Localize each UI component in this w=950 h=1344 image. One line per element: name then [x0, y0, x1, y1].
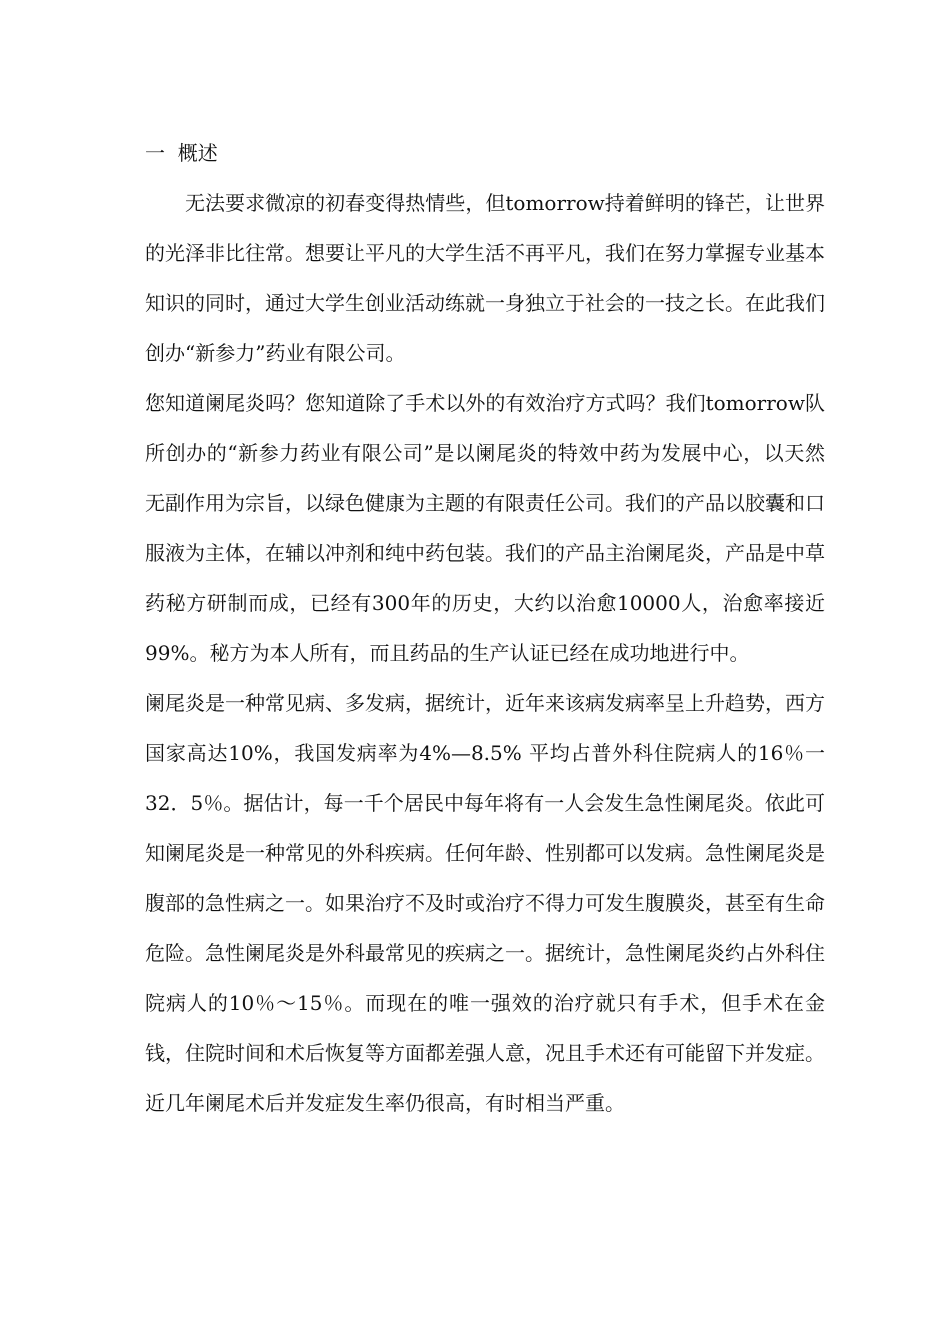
- paragraph-appendicitis: 阑尾炎是一种常见病、多发病，据统计，近年来该病发病率呈上升趋势，西方国家高达10%，我国发病率为4%—8.5% 平均占普外科住院病人的16％一32．5％。据估计，每一千个居民中每年将有一人会发生急性阑尾炎。依此可知阑尾炎是一种常见的外科疾病。任何年龄、性别都可以发病。急性阑尾炎是腹部的急性病之一。如果治疗不及时或治疗不得力可发生腹膜炎，甚至有生命危险。急性阑尾炎是外科最常见的疾病之一。据统计，急性阑尾炎约占外科住院病人的10％～15％。而现在的唯一强效的治疗就只有手术，但手术在金钱，住院时间和术后恢复等方面都差强人意，况且手术还有可能留下并发症。近几年阑尾术后并发症发生率仍很高，有时相当严重。: [145, 691, 825, 1115]
- section-heading: 一 概述: [145, 141, 218, 165]
- paragraph-intro: 无法要求微凉的初春变得热情些，但tomorrow持着鲜明的锋芒，让世界的光泽非比往常。想要让平凡的大学生活不再平凡，我们在努力掌握专业基本知识的同时，通过大学生创业活动练就一身独立于社会的一技之长。在此我们创办“新参力”药业有限公司。: [145, 191, 825, 365]
- paragraph-company: 您知道阑尾炎吗？您知道除了手术以外的有效治疗方式吗？我们tomorrow队所创办的“新参力药业有限公司”是以阑尾炎的特效中药为发展中心，以天然无副作用为宗旨，以绿色健康为主题的有限责任公司。我们的产品以胶囊和口服液为主体，在辅以冲剂和纯中药包装。我们的产品主治阑尾炎，产品是中草药秘方研制而成，已经有300年的历史，大约以治愈10000人，治愈率接近99%。秘方为本人所有，而且药品的生产认证已经在成功地进行中。: [145, 391, 825, 665]
- document-body: [145, 128, 825, 1128]
